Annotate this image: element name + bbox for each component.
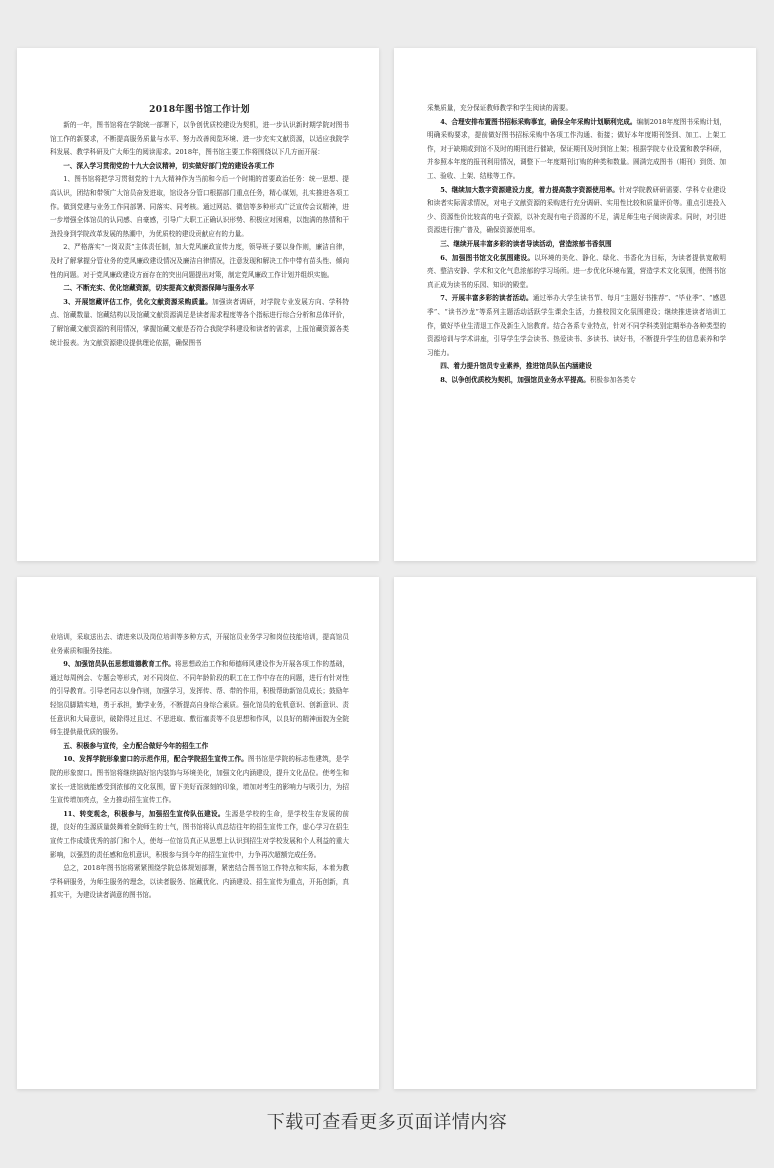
- paragraph-2: 2、严格落实“一岗双责”主体责任制，加大党风廉政宣传力度，领导班子要以身作则，廉洁自律，及时了解掌握分管业务的党风廉政建设情况及廉洁自律情况，注意发现和解决工作中带有苗头性、倾向性的问题。对于党风廉政建设方面存在的突出问题提出对策，制定党风廉政工作计划并组织实施。: [50, 243, 349, 279]
- summary-paragraph: 总之，2018年图书馆将紧紧围绕学院总体规划部署，紧密结合图书馆工作特点和实际，本着为教学科研服务，为师生服务的理念，以读者服务、馆藏优化、内涵建设、招生宣传为重点，开拓创新，真抓实干，为建设读者满意的图书馆。: [50, 864, 349, 900]
- download-more-link[interactable]: 下载可查看更多页面详情内容: [266, 1112, 508, 1133]
- document-page-1: [17, 48, 379, 561]
- section-heading-1: 一、深入学习贯彻党的十九大会议精神，切实做好部门党的建设各项工作: [63, 161, 275, 170]
- paragraph-11-body: 生源是学校的生命，是学校生存发展的前提，良好的生源质量鼓舞着全院师生的士气，图书馆将认真总结往年的招生宣传工作，虚心学习在招生宣传工作成绩优秀的部门和个人，使每一位馆员真正从思想上认识到招生对学校发展和个人利益的重大影响，以强烈的责任感和危机意识，积极参与到今年的招生宣传中，力争再次超额完成任务。: [50, 809, 349, 859]
- paragraph-8-body: 积极参加各类专: [589, 375, 636, 384]
- paragraph-7: [427, 292, 726, 360]
- paragraph-5-body: 针对学院教研研需要、学科专业建设和读者实际需求情况，对电子文献资源的采购进行充分调研、实用性比较和质量评价等。重点引进投入少、资源性价比较高的电子资源，以补充现有电子资源的不足，满足师生电子阅读需求。同时，对引进资源进行推广普及，确保资源使用率。: [427, 185, 726, 235]
- intro-paragraph: 新的一年，图书馆将在学院统一部署下，以争创优质校建设为契机，进一步认识新时期学院对图书馆工作的新要求，不断提高服务质量与水平、努力改善阅览环境、进一步充实文献资源，以适应我院学科发展、教学科研及广大师生的阅读需求。2018年，图书馆主要工作将围绕以下几方面开展：: [50, 121, 349, 157]
- paragraph-5-lead: 5、继续加大数字资源建设力度，着力提高数字资源使用率。: [440, 185, 619, 194]
- paragraph-8-lead: 8、以争创优质校为契机，加强馆员业务水平提高。: [440, 375, 590, 384]
- paragraph-8-continued: 业培训，采取送出去、请进来以及岗位培训等多种方式，开展馆员业务学习和岗位技能培训，提高馆员业务素质和服务技能。: [50, 633, 349, 655]
- paragraph-4-body: 编制2018年度图书采购计划，明确采购要求，提前做好图书招标采购中各项工作沟通、衔接；做好本年度期刊签到、加工、上架工作，对于缺期或到馆不及时的期刊进行催缺，保证期刊及时到馆上架；根据学院专业设置和教学科研，并参照本年度的报刊利用情况，调整下一年度期刊订购的种类和数量。圆满完成图书（期刊）到货、加工、验收、上架、结账等工作。: [427, 117, 726, 180]
- paragraph-3-continued: 采集质量，充分保证教师教学和学生阅读的需要。: [427, 104, 573, 112]
- paragraph-7-lead: 7、开展丰富多彩的读者活动。: [440, 294, 533, 303]
- paragraph-8: [427, 374, 726, 388]
- paragraph-9-body: 将思想政治工作和师德师风建设作为开展各项工作的基础，通过每周例会、专题会等形式，对不同岗位、不同年龄阶段的职工在工作中存在的问题，进行有针对性的引导教育。引导老同志以身作则，加强学习，发挥传、帮、带的作用，积极帮助新馆员成长；鼓励年轻馆员脚踏实地，勇于承担，勤学业务，不断提高自身综合素质。强化馆员的危机意识、创新意识、责任意识和大局意识，破除得过且过、不思进取、敷衍塞责等不良思想和作风，以良好的精神面貌为全院师生提供最优质的服务。: [50, 660, 350, 737]
- paragraph-9-lead: 9、加强馆员队伍思想道德教育工作。: [63, 660, 176, 669]
- paragraph-9: [50, 658, 349, 740]
- paragraph-10-body: 图书馆是学院的标志性建筑，是学院的形象窗口。图书馆将继续搞好馆内装饰与环境美化，加强文化内涵建设，提升文化品位。使考生和家长一进馆就能感受到浓郁的文化氛围，留下美好而深刻的印象，增加对考生的影响力与吸引力，为招生宣传增加亮点，全力推动招生宣传工作。: [50, 755, 349, 805]
- document-page-4-blank: [394, 577, 756, 1089]
- paragraph-6-lead: 6、加强图书馆文化氛围建设。: [440, 253, 535, 262]
- paragraph-4-lead: 4、合理安排布置图书招标采购事宜，确保全年采购计划顺利完成。: [440, 117, 637, 126]
- document-page-2: [394, 48, 756, 561]
- document-page-3: [17, 577, 379, 1089]
- section-heading-4: 四、着力提升馆员专业素养，推进馆员队伍内涵建设: [440, 362, 592, 371]
- paragraph-11-lead: 11、转变观念，积极参与，加强招生宣传队伍建设。: [63, 809, 225, 818]
- section-heading-3: 三、继续开展丰富多彩的读者导读活动，营造浓郁书香氛围: [440, 239, 612, 248]
- paragraph-10-lead: 10、发挥学院形象窗口的示范作用，配合学院招生宣传工作。: [63, 755, 248, 764]
- document-title: 2018年图书馆工作计划: [149, 105, 250, 115]
- paragraph-6-body: 以环境的美化、静化、绿化、书香化为目标，为读者提供宽敞明亮、整洁安静、学术和文化气息浓郁的学习场所。进一步优化环境布置，营造学术文化氛围，使图书馆真正成为读书的乐园、知识的殿堂。: [427, 253, 727, 289]
- paragraph-6: [427, 252, 726, 293]
- section-heading-2: 二、不断充实、优化馆藏资源，切实提高文献资源保障与服务水平: [63, 284, 255, 293]
- paragraph-4: [427, 116, 726, 184]
- paragraph-10: [50, 753, 349, 807]
- paragraph-1: 1、图书馆将把学习贯彻党的十九大精神作为当前和今后一个时期的首要政治任务：统一思想、提高认识，团结和带领广大馆员奋发进取，馆设各分管口根据部门重点任务，精心谋划，扎实推进各项工作。做到党建与业务工作同部署、同落实、同考核。通过网站、微信等多种形式广泛宣传会议精神，进一步增强全体馆员的认同感、自豪感，引导广大职工正确认识形势、积极应对困难，以饱满的热情和干劲投身到学院改革发展的热潮中，为优质校的建设贡献应有的力量。: [50, 175, 349, 238]
- paragraph-11: [50, 808, 349, 862]
- paragraph-5: [427, 184, 726, 238]
- paragraph-3-lead: 3、开展馆藏评估工作，优化文献资源采购质量。: [63, 297, 213, 306]
- section-heading-5: 五、积极参与宣传，全力配合做好今年的招生工作: [63, 741, 209, 750]
- paragraph-7-body: 通过举办大学生读书节、每月“主题好书推荐”、“毕业季”、“感恩季”、“读书沙龙”等系列主题活动活跃学生课余生活，力推校园文化氛围建设；继续推进读者培训工作，做好毕业生清退工作及新生入馆教育。结合各系专业特点，针对不同学科类别定期举办各种类型的资源培训与学术讲座，引导学生学会读书、热爱读书、多读书、读好书，不断提升学生的信息素养和学习能力。: [427, 294, 726, 357]
- paragraph-3: [50, 296, 349, 350]
- paragraph-3-body: 加强读者调研，对学院专业发展方向、学科特点、馆藏数量、馆藏结构以及馆藏文献资源满足是读者需求程度等各个指标进行综合分析和总体评价，了解馆藏文献资源的利用情况，掌握馆藏文献是否符合我院学科建设和读者的需求，上报馆藏资源各类统计报表。为文献资源建设提供理论依据，确保图书: [50, 297, 350, 347]
